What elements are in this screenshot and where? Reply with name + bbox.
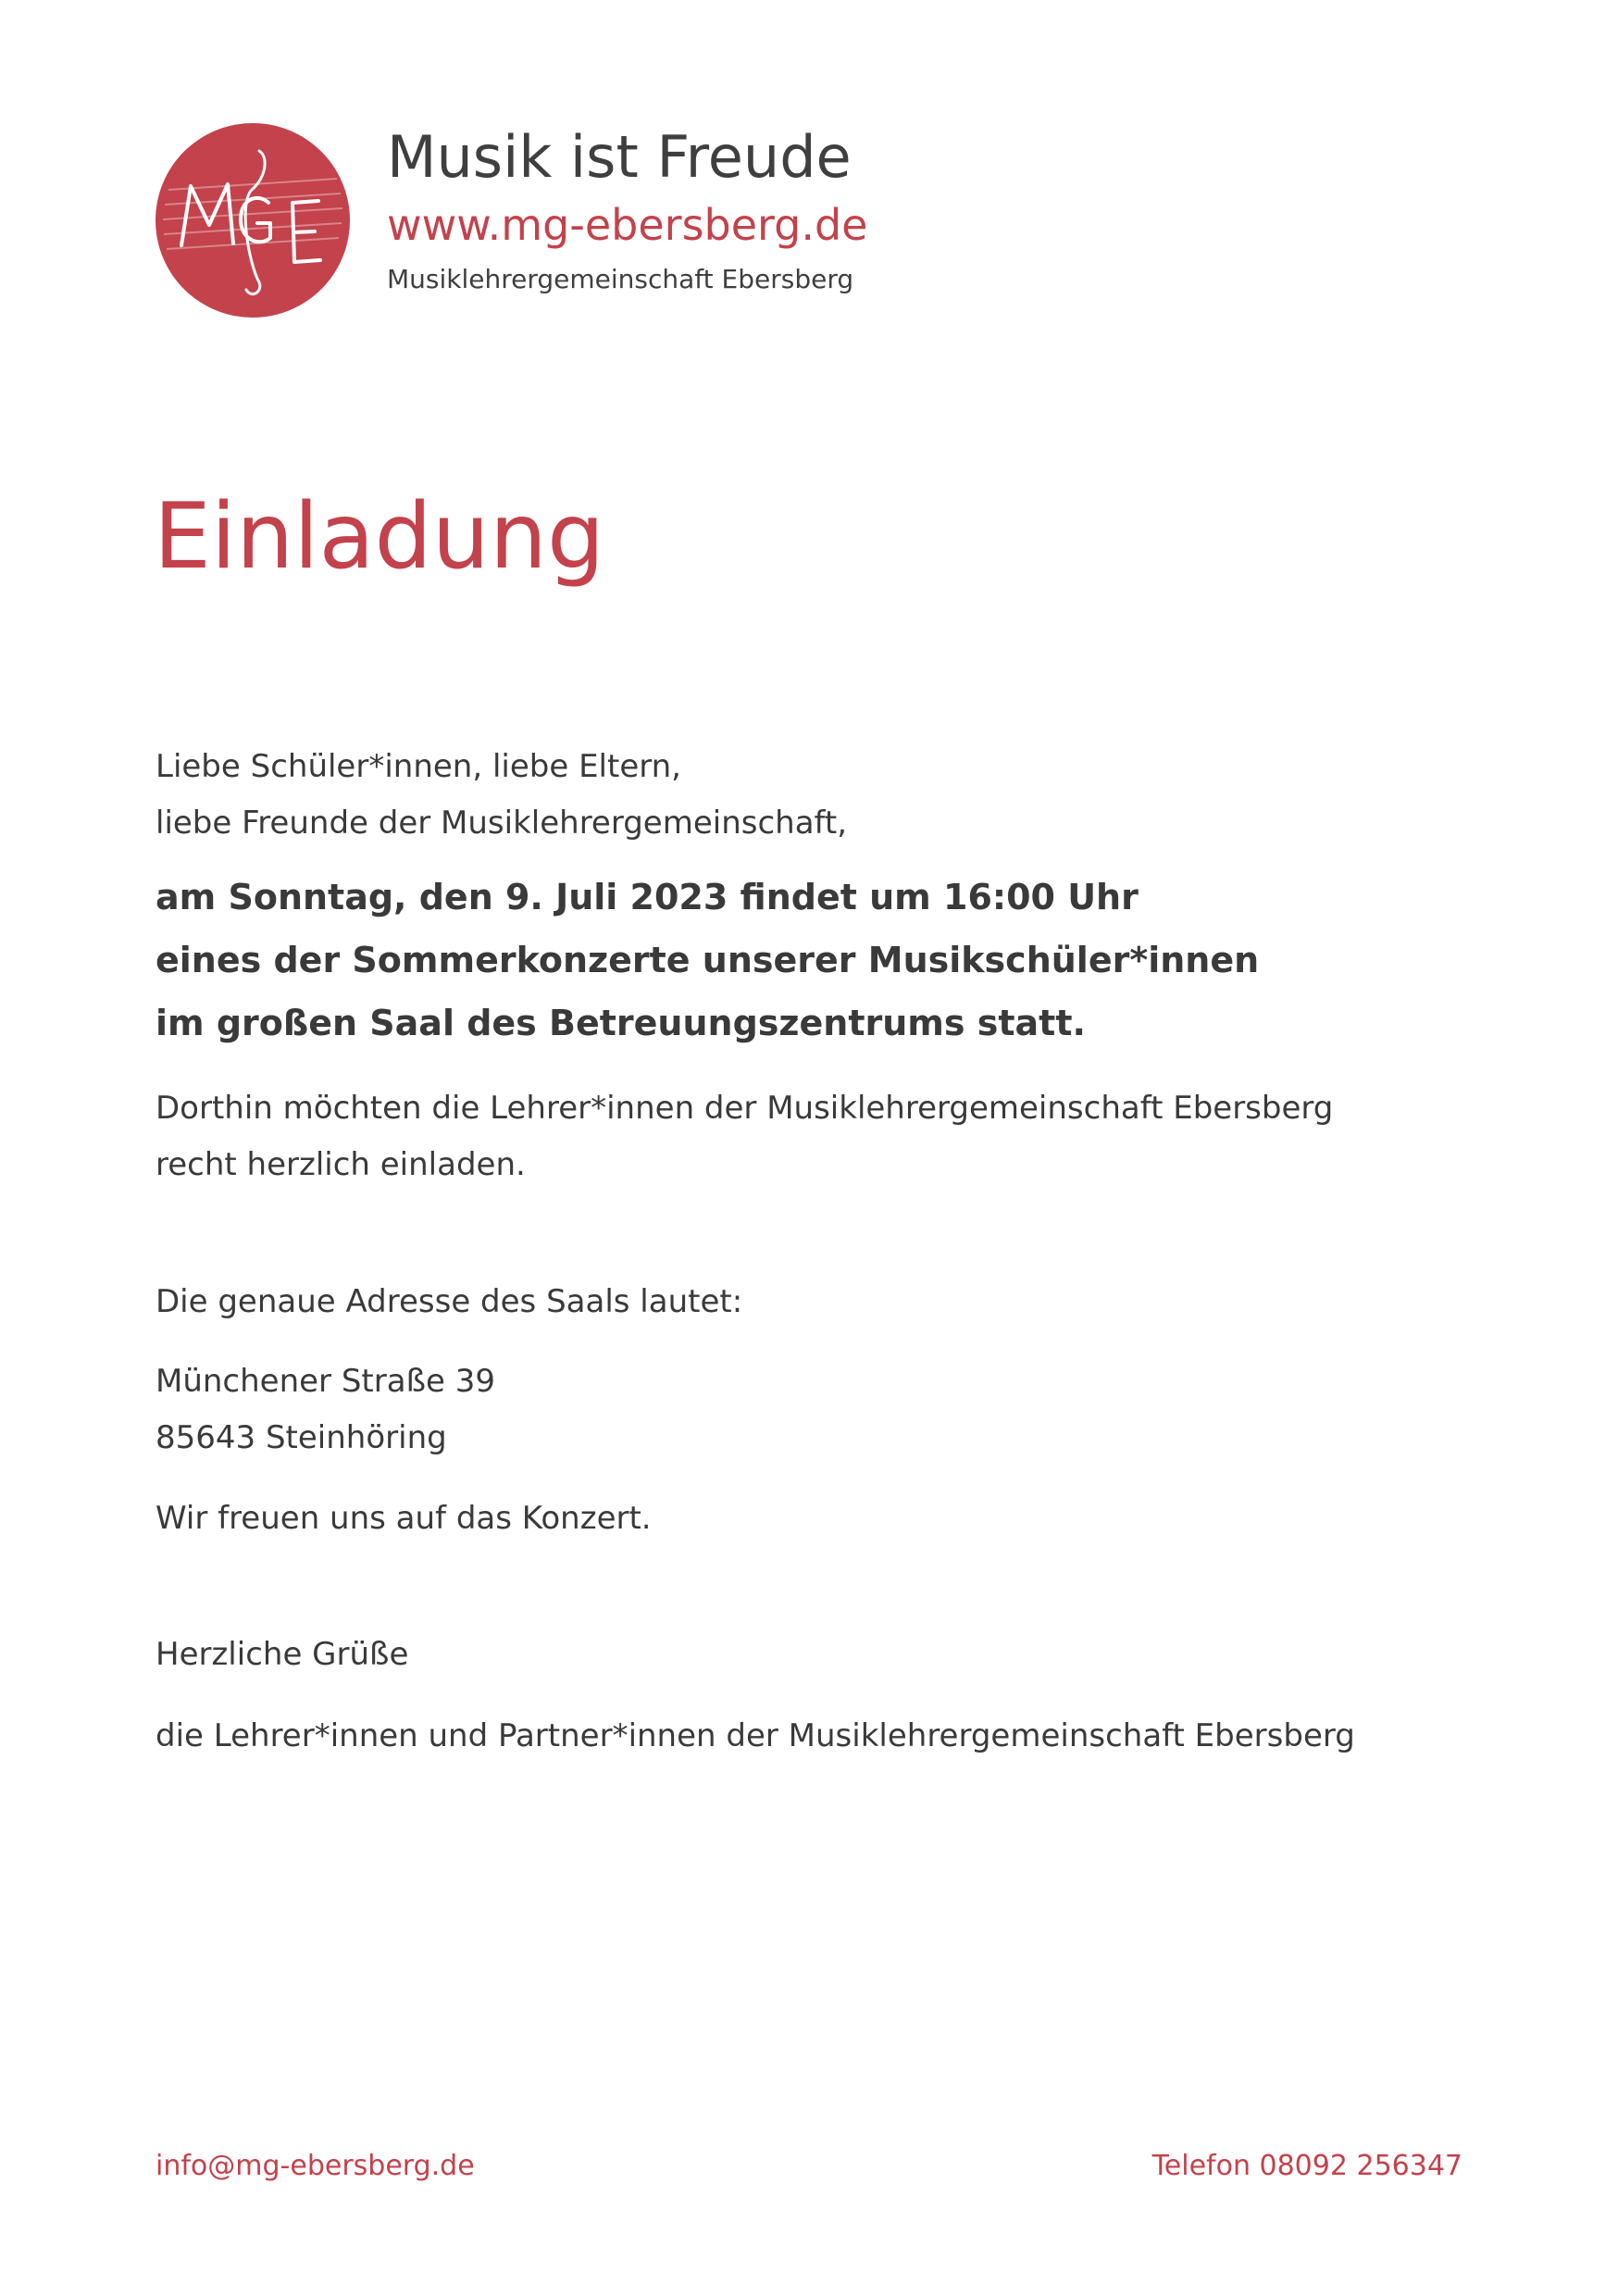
event-line: im großen Saal des Betreuungszentrums statt. bbox=[156, 1003, 1086, 1043]
mge-logo bbox=[156, 123, 350, 318]
address-city: 85643 Steinhöring bbox=[156, 1419, 447, 1456]
footer-email[interactable]: info@mg-ebersberg.de bbox=[156, 2150, 475, 2182]
address bbox=[156, 1354, 1488, 1466]
paragraph-line: Die genaue Adresse des Saals lautet: bbox=[156, 1283, 743, 1320]
signature bbox=[156, 1708, 1488, 1765]
greeting-line: Liebe Schüler*innen, liebe Eltern, bbox=[156, 748, 681, 785]
event-details bbox=[156, 866, 1488, 1054]
signature-line: die Lehrer*innen und Partner*innen der Musiklehrergemeinschaft Ebersberg bbox=[156, 1717, 1355, 1754]
invitation-paragraph bbox=[156, 1080, 1488, 1193]
logo-graphic bbox=[156, 123, 350, 318]
greeting-line: liebe Freunde der Musiklehrergemeinschaft, bbox=[156, 805, 848, 842]
organization-name: Musiklehrergemeinschaft Ebersberg bbox=[387, 264, 854, 294]
letterhead bbox=[387, 120, 867, 302]
motto: Musik ist Freude bbox=[387, 123, 852, 191]
paragraph-line: recht herzlich einladen. bbox=[156, 1146, 526, 1183]
footer-phone[interactable]: Telefon 08092 256347 bbox=[1151, 2150, 1462, 2182]
paragraph-line: Dorthin möchten die Lehrer*innen der Musiklehrergemeinschaft Ebersberg bbox=[156, 1090, 1334, 1127]
closing bbox=[156, 1491, 1488, 1547]
address-street: Münchener Straße 39 bbox=[156, 1363, 495, 1400]
greeting bbox=[156, 739, 1488, 852]
page-title: Einladung bbox=[154, 484, 605, 590]
event-line: eines der Sommerkonzerte unserer Musikschüler*innen bbox=[156, 940, 1260, 980]
closing-line: Wir freuen uns auf das Konzert. bbox=[156, 1500, 652, 1537]
address-intro bbox=[156, 1274, 1488, 1330]
regards-line: Herzliche Grüße bbox=[156, 1636, 409, 1673]
event-line: am Sonntag, den 9. Juli 2023 findet um 16:00 Uhr bbox=[156, 877, 1139, 917]
regards bbox=[156, 1627, 1488, 1683]
website-link[interactable]: www.mg-ebersberg.de bbox=[387, 200, 868, 250]
